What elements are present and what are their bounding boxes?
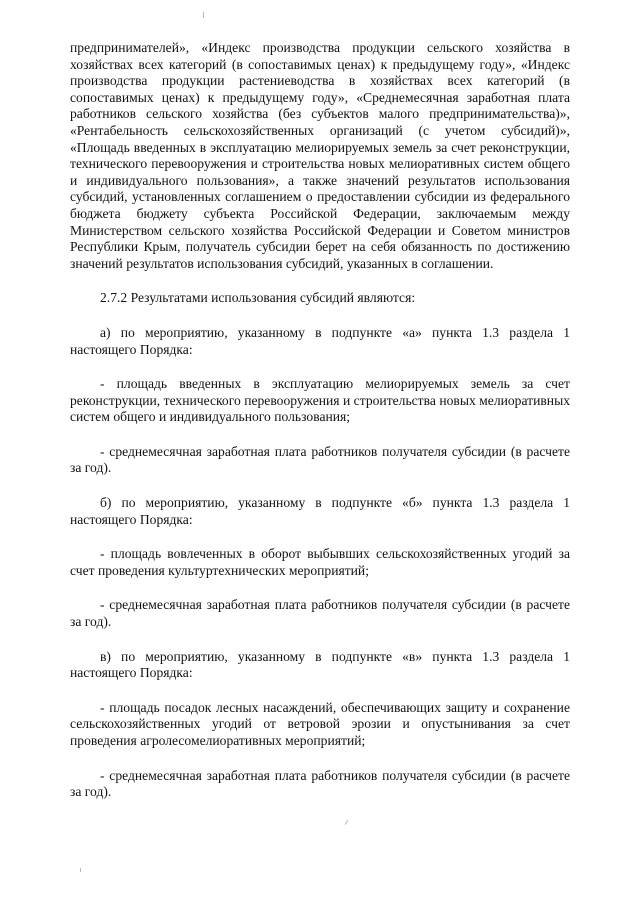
scan-artifact [203,12,204,18]
paragraph-item-b: б) по мероприятию, указанному в подпункте «б» пункта 1.3 раздела 1 настоящего Порядка: [70,495,570,527]
scan-artifact [345,820,348,825]
paragraph-item-v-result-2: - среднемесячная заработная плата работников получателя субсидии (в расчете за год). [70,767,570,800]
paragraph-item-a-result-2: - среднемесячная заработная плата работников получателя субсидии (в расчете за год). [70,443,570,476]
paragraph-item-b-result-2: - среднемесячная заработная плата работников получателя субсидии (в расчете за год). [70,597,570,630]
paragraph-item-v: в) по мероприятию, указанному в подпункте «в» пункта 1.3 раздела 1 настоящего Порядка: [70,648,570,681]
paragraph-item-b-result-1: - площадь вовлеченных в оборот выбывших сельскохозяйственных угодий за счет проведения культуртехнических мероприятий; [70,546,570,578]
paragraph-2-7-2-heading: 2.7.2 Результатами использования субсидий являются: [100,290,416,306]
paragraph-item-a-result-1: - площадь введенных в эксплуатацию мелиорируемых земель за счет реконструкции, технического перевооружения и строительства новых мелиоративных систем общего и индивидуального пользования; [70,376,570,425]
document-body [70,40,570,801]
scan-artifact [80,868,81,872]
paragraph-item-v-result-1: - площадь посадок лесных насаждений, обеспечивающих защиту и сохранение сельскохозяйственных угодий от ветровой эрозии и опустынивания за счет проведения агролесомелиоративных мероприятий; [70,699,570,748]
paragraph-item-a: а) по мероприятию, указанному в подпункте «а» пункта 1.3 раздела 1 настоящего Порядка: [70,324,570,357]
paragraph-continuation: предпринимателей», «Индекс производства продукции сельского хозяйства в хозяйствах всех категорий (в сопоставимых ценах) к предыдущему году», «Индекс производства продукции растениеводства в хозяйствах всех категорий (в сопоставимых ценах) к предыдущему году», «Среднемесячная заработная плата работников сельского хозяйства (без субъектов малого предпринимательства)», «Рентабельность сельскохозяйственных организаций (с учетом субсидий)», «Площадь введенных в эксплуатацию мелиорируемых земель за счет реконструкции, технического перевооружения и строительства новых мелиоративных систем общего и индивидуального пользования», а также значений результатов использования субсидий, установленных соглашением о предоставлении субсидии из федерального бюджета бюджету субъекта Российской Федерации, заключаемым между Министерством сельского хозяйства Российской Федерации и Советом министров Республики Крым, получатель субсидии берет на себя обязанность по достижению значений результатов использования субсидий, указанных в соглашении. [70,40,570,271]
